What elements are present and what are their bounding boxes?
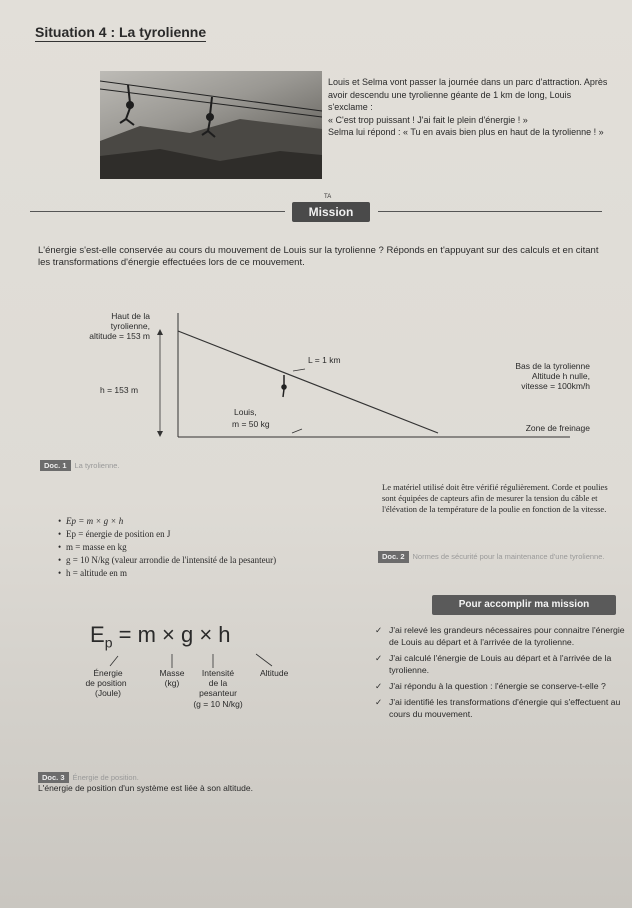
louis-figure (282, 375, 286, 397)
intro-text (328, 76, 613, 139)
checklist-item (375, 696, 625, 720)
doc2-caption (378, 550, 608, 563)
doc2-text: Le matériel utilisé doit être vérifié régulièrement. Corde et poulies sont équipées de capteurs afin de mesurer la tension du câble et l'élévation de la température de la poulie en fonction de la vitesse. (382, 482, 608, 514)
checklist-text: J'ai relevé les grandeurs nécessaires pour connaitre l'énergie de Louis au départ et à l'arrivée de la tyrolienne. (389, 625, 625, 647)
doc2-caption-text: Normes de sécurité pour la maintenance d'une tyrolienne. (412, 552, 605, 561)
doc1-caption-text: La tyrolienne. (74, 461, 120, 470)
zipline-photo (100, 71, 322, 179)
intro-paragraph-3: Selma lui répond : « Tu en avais bien plus en haut de la tyrolienne ! » (328, 127, 604, 137)
formula-rest: = m × g × h (118, 622, 231, 647)
doc3-caption-text: Énergie de position. (72, 773, 139, 782)
checklist-item (375, 652, 625, 676)
photo-illustration (100, 71, 322, 179)
formula-labels (70, 668, 370, 728)
intro-paragraph-1: Louis et Selma vont passer la journée dans un parc d'attraction. Après avoir descendu une tyrolienne géante de 1 km de long, Louis s'exclame : (328, 77, 608, 112)
label-braking-zone: Zone de freinage (525, 423, 590, 433)
mission-divider-left (30, 211, 285, 212)
mission-checklist-header: Pour accomplir ma mission (432, 595, 616, 615)
mission-badge: Mission (292, 202, 370, 222)
list-item: • Ep = énergie de position en J (60, 528, 345, 541)
label-top-2: tyrolienne, (110, 321, 150, 331)
doc1-badge: Doc. 1 (40, 460, 71, 471)
check-icon: ✓ (375, 681, 383, 691)
list-item: • g = 10 N/kg (valeur arrondie de l'intensité de la pesanteur) (60, 554, 345, 567)
label-altitude: Altitude (260, 668, 289, 678)
label-de-position: de position (85, 678, 127, 688)
list-item: • h = altitude en m (60, 567, 345, 580)
check-icon: ✓ (375, 625, 383, 635)
checklist-text: J'ai calculé l'énergie de Louis au départ et à l'arrivée de la tyrolienne. (389, 653, 612, 675)
label-energie: Énergie (93, 668, 123, 678)
doc3-text: L'énergie de position d'un système est liée à son altitude. (38, 783, 253, 793)
doc2-badge: Doc. 2 (378, 551, 409, 563)
big-formula (90, 622, 231, 650)
label-de-la: de la (208, 678, 228, 688)
list-item: • Ep = m × g × h (60, 515, 345, 528)
mission-divider-right (378, 211, 602, 212)
check-icon: ✓ (375, 653, 383, 663)
checklist-text: J'ai identifié les transformations d'énergie qui s'effectuent au cours du mouvement. (389, 697, 621, 719)
label-bottom-3: vitesse = 100km/h (521, 381, 590, 391)
label-joule: (Joule) (95, 688, 121, 698)
label-louis: Louis, (234, 407, 257, 417)
formula-sub: p (104, 634, 113, 651)
label-height: h = 153 m (100, 385, 139, 395)
label-top-1: Haut de la (111, 311, 150, 321)
label-masse: Masse (159, 668, 185, 678)
intro-paragraph-2: « C'est trop puissant ! J'ai fait le plein d'énergie ! » (328, 114, 528, 125)
checklist-item (375, 680, 625, 692)
mission-header (30, 194, 602, 224)
mission-question: L'énergie s'est-elle conservée au cours du mouvement de Louis sur la tyrolienne ? Réponds en t'appuyant sur des calculs et en citant les transformations d'énergie effectuées lors de ce mouvement. (38, 245, 599, 268)
check-icon: ✓ (375, 697, 383, 707)
zipline-diagram (40, 305, 600, 455)
label-pesanteur: pesanteur (199, 688, 237, 698)
label-bottom-1: Bas de la tyrolienne (515, 361, 590, 371)
label-bottom-2: Altitude h nulle, (531, 371, 590, 381)
page-title: Situation 4 : La tyrolienne (35, 24, 207, 40)
list-item: • m = masse en kg (60, 541, 345, 554)
mission-checklist (375, 624, 625, 724)
checklist-item (375, 624, 625, 648)
cable-line (178, 331, 438, 433)
label-top-altitude: altitude = 153 m (89, 331, 150, 341)
mission-tag: TA (324, 194, 332, 200)
checklist-text: J'ai répondu à la question : l'énergie se conserve-t-elle ? (389, 681, 606, 691)
formula-list (60, 515, 345, 580)
label-kg: (kg) (164, 678, 180, 688)
label-g-value: (g = 10 N/kg) (193, 699, 243, 709)
label-louis-mass: m = 50 kg (232, 419, 270, 429)
doc3-badge: Doc. 3 (38, 772, 69, 783)
formula-e: E (90, 622, 105, 647)
doc1-caption (40, 455, 120, 473)
label-intensite: Intensité (201, 668, 235, 678)
label-length: L = 1 km (308, 355, 341, 365)
